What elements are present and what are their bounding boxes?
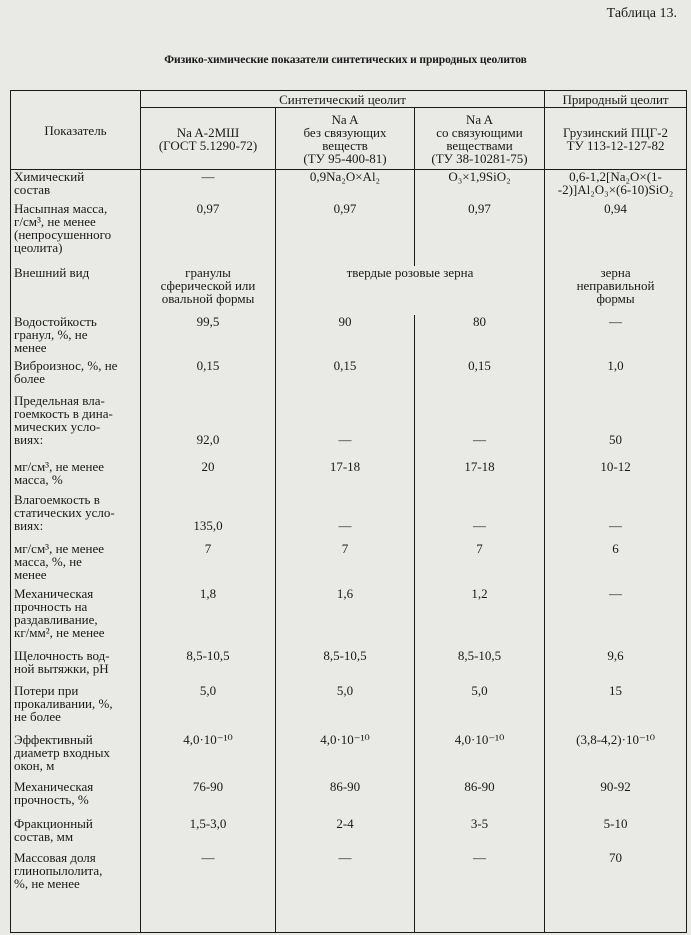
cell-col3: 5,0 — [415, 684, 545, 733]
cell-col4: 0,94 — [545, 202, 687, 266]
cell-col2: 2-4 — [276, 817, 415, 851]
row-label: Химический состав — [11, 170, 141, 202]
cell-col2: 90 — [276, 315, 415, 359]
row-label: Массовая доля глинопылолита, %, не менее — [11, 851, 141, 933]
header-natural: Природный цеолит — [545, 91, 687, 108]
cell-col3: 0,97 — [415, 202, 545, 266]
cell-col1: 7 — [141, 542, 276, 587]
cell-col4: 9,6 — [545, 649, 687, 684]
table-row — [11, 542, 687, 587]
row-label: Щелочность вод- ной вытяжки, pH — [11, 649, 141, 684]
row-label: мг/см³, не менее масса, %, не менее — [11, 542, 141, 587]
header-col4: Грузинский ПЦГ-2 ТУ 113-12-127-82 — [545, 108, 687, 170]
cell-col3: 1,2 — [415, 587, 545, 649]
header-indicator: Показатель — [11, 91, 141, 170]
header-synthetic: Синтетический цеолит — [141, 91, 545, 108]
cell-col3: 80 — [415, 315, 545, 359]
row-label: Предельная вла- гоемкость в дина- мических усло- виях: — [11, 394, 141, 460]
cell-col1: 0,15 — [141, 359, 276, 394]
zeolite-table — [10, 90, 687, 933]
cell-col3: 0,15 — [415, 359, 545, 394]
cell-col1: 8,5-10,5 — [141, 649, 276, 684]
cell-col4: 50 — [545, 394, 687, 460]
cell-col4: 5-10 — [545, 817, 687, 851]
cell-col3: — — [415, 851, 545, 933]
table-row — [11, 394, 687, 460]
cell-col2: 1,6 — [276, 587, 415, 649]
cell-col4: 10-12 — [545, 460, 687, 493]
row-label: Влагоемкость в статических усло- виях: — [11, 493, 141, 542]
header-col3: Na A со связующими веществами (ТУ 38-10281-75) — [415, 108, 545, 170]
row-label: Механическая прочность, % — [11, 780, 141, 817]
cell-col1: 135,0 — [141, 493, 276, 542]
row-label: Насыпная масса, г/см³, не менее (непросушенного цеолита) — [11, 202, 141, 266]
cell-col2: — — [276, 493, 415, 542]
cell-col3: 17-18 — [415, 460, 545, 493]
cell-col2: 8,5-10,5 — [276, 649, 415, 684]
cell-col1: 0,97 — [141, 202, 276, 266]
table-row — [11, 733, 687, 780]
row-label: Эффективный диаметр входных окон, м — [11, 733, 141, 780]
table-row — [11, 266, 687, 315]
header-col2: Na A без связующих веществ (ТУ 95-400-81) — [276, 108, 415, 170]
cell-col1: — — [141, 170, 276, 202]
cell-col4: 6 — [545, 542, 687, 587]
cell-col2: 0,97 — [276, 202, 415, 266]
cell-col2: — — [276, 394, 415, 460]
cell-col3: 4,0·10⁻¹⁰ — [415, 733, 545, 780]
cell-col2: 17-18 — [276, 460, 415, 493]
table-row — [11, 780, 687, 817]
table-number: Таблица 13. — [606, 6, 677, 21]
cell-col1: 92,0 — [141, 394, 276, 460]
cell-col2-col3: твердые розовые зерна — [276, 266, 545, 315]
table-row — [11, 817, 687, 851]
table-row — [11, 170, 687, 202]
table-row — [11, 315, 687, 359]
row-label: Водостойкость гранул, %, не менее — [11, 315, 141, 359]
cell-col1: 1,8 — [141, 587, 276, 649]
cell-col4: 90-92 — [545, 780, 687, 817]
cell-col3: 86-90 — [415, 780, 545, 817]
cell-col1: — — [141, 851, 276, 933]
table-row — [11, 684, 687, 733]
cell-col2: 5,0 — [276, 684, 415, 733]
table-row — [11, 359, 687, 394]
table-row — [11, 587, 687, 649]
cell-col3: — — [415, 493, 545, 542]
row-label: Фракционный состав, мм — [11, 817, 141, 851]
cell-col4: 0,6-1,2[Na₂O×(1- -2)]Al₂O₃×(6-10)SiO₂ — [545, 170, 687, 202]
cell-col3: 3-5 — [415, 817, 545, 851]
cell-col1: 20 — [141, 460, 276, 493]
cell-col1: 76-90 — [141, 780, 276, 817]
cell-col3: 8,5-10,5 — [415, 649, 545, 684]
row-label: Механическая прочность на раздавливание, кг/мм², не менее — [11, 587, 141, 649]
row-label: Потери при прокаливании, %, не более — [11, 684, 141, 733]
table-row — [11, 493, 687, 542]
cell-col4: 1,0 — [545, 359, 687, 394]
cell-col4: — — [545, 587, 687, 649]
cell-col4: 70 — [545, 851, 687, 933]
cell-col4: — — [545, 493, 687, 542]
cell-col4: зерна неправильной формы — [545, 266, 687, 315]
cell-col1: гранулы сферической или овальной формы — [141, 266, 276, 315]
cell-col2: 0,15 — [276, 359, 415, 394]
row-label: Виброизнос, %, не более — [11, 359, 141, 394]
header-col1: Na A-2МШ (ГОСТ 5.1290-72) — [141, 108, 276, 170]
table-caption: Физико-химические показатели синтетических и природных цеолитов — [164, 54, 527, 66]
cell-col3: 7 — [415, 542, 545, 587]
cell-col2: 86-90 — [276, 780, 415, 817]
table-row — [11, 649, 687, 684]
cell-col4: (3,8-4,2)·10⁻¹⁰ — [545, 733, 687, 780]
cell-col2: 7 — [276, 542, 415, 587]
table-row — [11, 460, 687, 493]
cell-col1: 5,0 — [141, 684, 276, 733]
cell-col4: — — [545, 315, 687, 359]
cell-col1: 99,5 — [141, 315, 276, 359]
cell-col1: 4,0·10⁻¹⁰ — [141, 733, 276, 780]
cell-col3: — — [415, 394, 545, 460]
row-label: Внешний вид — [11, 266, 141, 315]
cell-col4: 15 — [545, 684, 687, 733]
cell-col1: 1,5-3,0 — [141, 817, 276, 851]
cell-col2: 4,0·10⁻¹⁰ — [276, 733, 415, 780]
table-row — [11, 202, 687, 266]
cell-col3: O₃×1,9SiO₂ — [415, 170, 545, 202]
table-row — [11, 851, 687, 933]
row-label: мг/см³, не менее масса, % — [11, 460, 141, 493]
cell-col2: — — [276, 851, 415, 933]
cell-col2: 0,9Na₂O×Al₂ — [276, 170, 415, 202]
